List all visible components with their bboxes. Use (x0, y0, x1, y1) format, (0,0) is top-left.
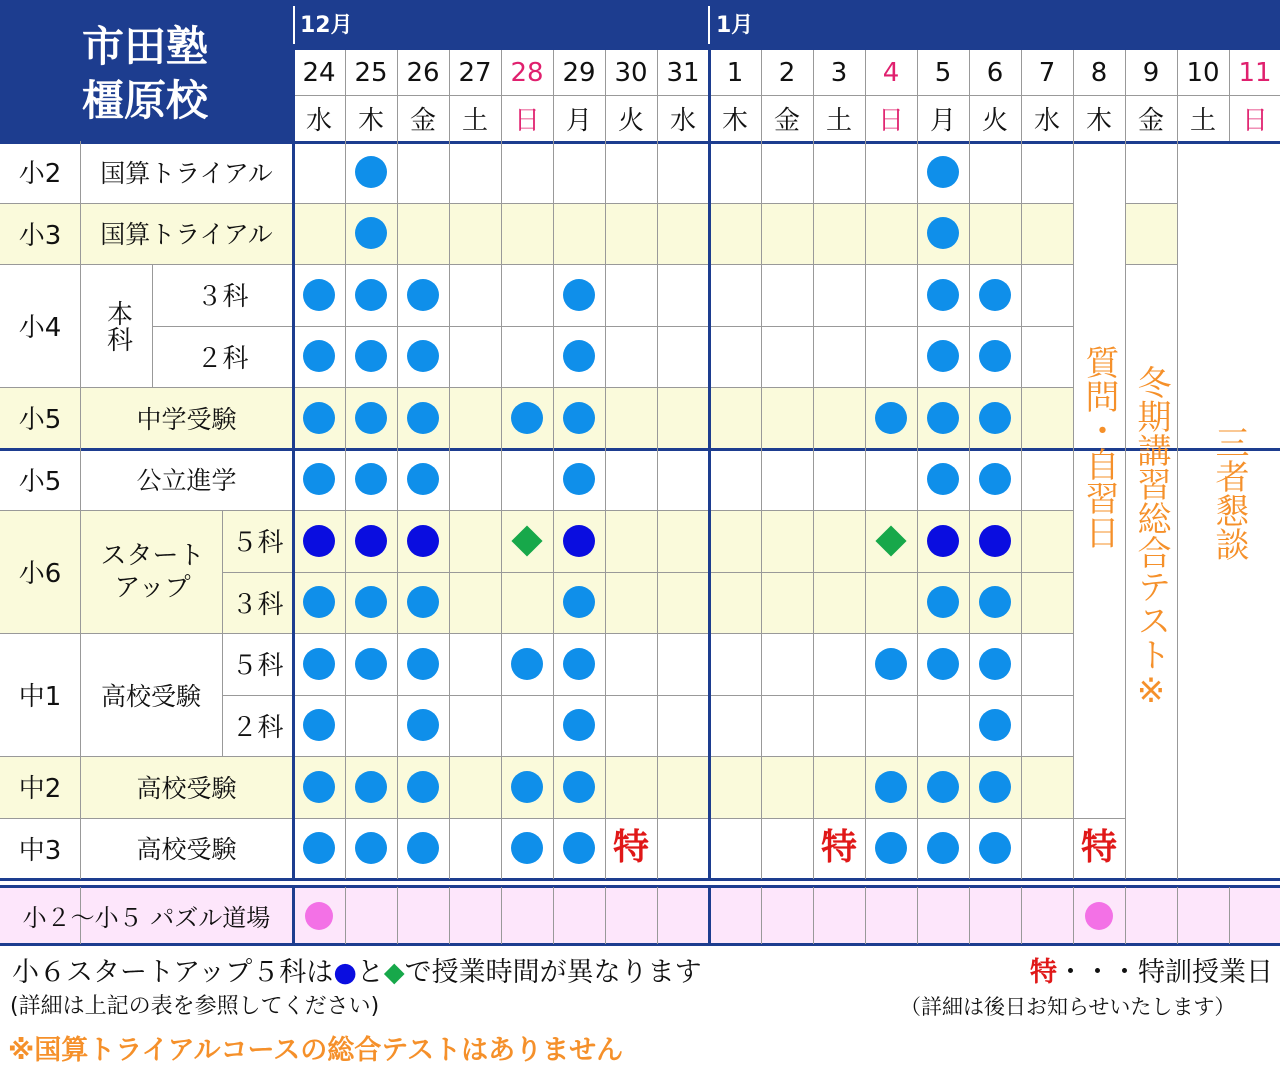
column-divider (657, 887, 658, 944)
class-session-dot (927, 832, 959, 864)
day-date: 4 (882, 57, 900, 88)
class-session-dot (407, 340, 439, 372)
grade-label: 小4 (18, 313, 62, 343)
grade-label: 小2 (18, 159, 62, 190)
class-session-dot (355, 340, 387, 372)
column-divider (969, 141, 970, 879)
column-divider (553, 887, 554, 944)
column-divider (553, 50, 554, 141)
class-session-dot (407, 648, 439, 680)
puzzle-row-label: 小２～小５ パズル道場 (22, 904, 271, 932)
class-session-dot (355, 586, 387, 618)
column-divider (1229, 50, 1230, 141)
row-divider (1125, 203, 1177, 204)
class-session-dot (875, 648, 907, 680)
footer-text-b: と (356, 957, 384, 988)
column-divider (397, 50, 398, 141)
column-divider (1021, 50, 1022, 141)
class-session-dot (303, 832, 335, 864)
puzzle-session-dot (305, 902, 333, 930)
column-divider (1125, 50, 1126, 141)
subject-count-label: ３科 (231, 589, 284, 620)
day-date: 9 (1142, 57, 1160, 88)
toku-legend-note: （詳細は後日お知らせいたします） (900, 995, 1236, 1019)
column-divider (501, 50, 502, 141)
study-day-label: 質問・自習日 (1079, 345, 1119, 549)
column-divider (605, 141, 606, 879)
class-session-dot (563, 832, 595, 864)
month-divider (708, 885, 711, 945)
course-label: 高校受験 (136, 773, 237, 803)
toku-legend-desc: ・・・特訓授業日 (1057, 957, 1273, 988)
subject-count-label: ５科 (231, 528, 284, 559)
day-weekday: 火 (981, 106, 1008, 136)
class-session-dot (407, 709, 439, 741)
class-session-dot (927, 279, 959, 311)
day-weekday: 木 (1085, 106, 1112, 136)
class-session-dot (563, 340, 595, 372)
column-divider (553, 141, 554, 879)
day-weekday: 金 (409, 106, 436, 136)
column-divider (865, 50, 866, 141)
class-session-dot (355, 525, 387, 557)
course-label: スタートアップ (100, 540, 205, 603)
row-divider (222, 572, 1073, 573)
subject-count-label: ２科 (196, 343, 249, 374)
toku-legend-symbol: 特 (1030, 957, 1057, 988)
class-session-dot (511, 648, 543, 680)
class-session-dot (979, 771, 1011, 803)
day-date: 10 (1186, 57, 1220, 88)
day-weekday: 土 (1189, 106, 1216, 136)
class-session-dot (979, 463, 1011, 495)
class-session-dot (875, 832, 907, 864)
class-session-dot (407, 771, 439, 803)
day-date: 29 (562, 57, 596, 88)
subject-count-label: ３科 (196, 282, 249, 313)
day-date: 28 (510, 57, 544, 88)
month-divider (708, 50, 711, 879)
test-column-yellow (1125, 203, 1177, 265)
month-marker-jan (708, 6, 710, 44)
grade-label: 小5 (18, 466, 62, 497)
row-divider (222, 695, 1073, 696)
day-date: 27 (458, 57, 492, 88)
class-session-dot (563, 279, 595, 311)
class-session-dot (303, 648, 335, 680)
row-divider (0, 510, 1073, 511)
column-divider (865, 141, 866, 879)
class-session-dot (979, 709, 1011, 741)
day-date: 8 (1090, 57, 1108, 88)
footer-dot-symbol: ● (333, 957, 357, 988)
column-divider (761, 50, 762, 141)
class-session-dot (407, 832, 439, 864)
class-session-dot (563, 771, 595, 803)
column-divider (397, 887, 398, 944)
class-session-dot (355, 402, 387, 434)
column-divider (969, 50, 970, 141)
column-divider (605, 887, 606, 944)
column-divider (813, 141, 814, 879)
class-session-dot (563, 586, 595, 618)
class-session-dot (927, 340, 959, 372)
column-divider (657, 141, 658, 879)
grade-label: 中2 (18, 774, 62, 805)
puzzle-session-dot (1085, 902, 1113, 930)
course-label: 本科 (102, 299, 133, 352)
column-divider (1229, 887, 1230, 944)
class-session-dot (303, 709, 335, 741)
toku-legend (1030, 955, 1273, 991)
day-weekday: 水 (669, 106, 696, 136)
day-date: 25 (354, 57, 388, 88)
day-weekday: 月 (565, 106, 592, 136)
day-weekday: 日 (513, 106, 540, 136)
column-divider (605, 50, 606, 141)
day-date: 26 (406, 57, 440, 88)
class-session-dot (407, 525, 439, 557)
class-session-dot (875, 771, 907, 803)
day-date: 3 (830, 57, 848, 88)
column-divider (917, 141, 918, 879)
class-session-dot (979, 402, 1011, 434)
class-session-dot (303, 279, 335, 311)
class-session-dot (303, 340, 335, 372)
column-divider (1125, 887, 1126, 944)
class-session-dot (511, 402, 543, 434)
course-label: 中学受験 (136, 404, 237, 434)
column-divider (969, 887, 970, 944)
class-session-dot (303, 402, 335, 434)
row-divider (1073, 818, 1125, 819)
class-session-dot (511, 771, 543, 803)
column-divider (1073, 141, 1074, 879)
class-session-dot (979, 279, 1011, 311)
grade-label: 小3 (18, 220, 62, 251)
class-session-dot (355, 771, 387, 803)
column-divider (761, 887, 762, 944)
footer-text-c: で授業時間が異なります (404, 957, 702, 988)
day-weekday: 木 (721, 106, 748, 136)
class-session-dot (303, 771, 335, 803)
month-label-dec: 12月 (300, 13, 353, 38)
column-divider (865, 887, 866, 944)
header-divider (293, 95, 1280, 96)
class-session-dot (979, 648, 1011, 680)
class-session-dot (563, 463, 595, 495)
month-label-jan: 1月 (716, 13, 754, 38)
day-weekday: 日 (1241, 106, 1268, 136)
day-weekday: 火 (617, 106, 644, 136)
column-divider (449, 50, 450, 141)
column-divider (345, 887, 346, 944)
subject-count-label: ５科 (231, 651, 284, 682)
class-session-dot (563, 525, 595, 557)
day-weekday: 土 (825, 106, 852, 136)
day-date: 2 (778, 57, 796, 88)
footer-diamond-symbol: ◆ (383, 957, 405, 988)
column-divider (449, 887, 450, 944)
class-session-dot (355, 832, 387, 864)
column-divider (345, 50, 346, 141)
course-label: 高校受験 (100, 681, 201, 711)
course-label: 高校受験 (136, 835, 237, 865)
column-divider (813, 50, 814, 141)
class-session-dot (927, 217, 959, 249)
class-session-dot (563, 402, 595, 434)
course-label: 国算トライアル (100, 220, 273, 250)
day-weekday: 金 (1137, 106, 1164, 136)
class-session-dot (927, 771, 959, 803)
day-weekday: 水 (1033, 106, 1060, 136)
day-date: 11 (1238, 57, 1272, 88)
winter-test-label: 冬期講習総合テスト※ (1131, 365, 1171, 711)
parent-conference-label: 三者懇談 (1209, 425, 1249, 561)
day-weekday: 水 (305, 106, 332, 136)
footer-note-line1 (12, 955, 702, 991)
column-divider (501, 887, 502, 944)
class-session-dot (875, 402, 907, 434)
column-divider (1021, 141, 1022, 879)
class-session-dot (355, 463, 387, 495)
school-name-line2: 橿原校 (81, 76, 208, 125)
column-divider (1021, 887, 1022, 944)
class-session-dot (407, 586, 439, 618)
day-date: 6 (986, 57, 1004, 88)
column-divider (1177, 50, 1178, 141)
class-session-dot (303, 525, 335, 557)
class-session-dot (355, 217, 387, 249)
day-weekday: 月 (929, 106, 956, 136)
trial-test-notice: ※国算トライアルコースの総合テストはありません (8, 1035, 624, 1066)
footer-note-line2: (詳細は上記の表を参照してください) (10, 994, 380, 1019)
column-divider (397, 141, 398, 879)
class-session-dot (355, 156, 387, 188)
class-session-dot (407, 463, 439, 495)
class-session-dot (927, 463, 959, 495)
class-session-dot (511, 832, 543, 864)
class-session-dot (927, 156, 959, 188)
column-divider (1073, 50, 1074, 141)
day-date: 24 (302, 57, 336, 88)
grade-label: 小6 (18, 559, 62, 589)
class-session-dot (979, 525, 1011, 557)
column-divider (501, 141, 502, 879)
footer-text-a: 小６スタートアップ５科は (12, 957, 334, 988)
class-session-dot (355, 648, 387, 680)
toku-marker: 特 (820, 827, 857, 869)
month-marker-dec (293, 6, 295, 44)
column-divider (1177, 141, 1178, 879)
class-session-dot (979, 586, 1011, 618)
column-divider (1177, 887, 1178, 944)
class-session-dot (563, 648, 595, 680)
class-session-dot (927, 402, 959, 434)
subject-count-label: ２科 (231, 712, 284, 743)
day-weekday: 木 (357, 106, 384, 136)
class-session-dot (355, 279, 387, 311)
column-divider (657, 50, 658, 141)
column-divider (1125, 141, 1126, 879)
grade-label: 小5 (18, 405, 62, 436)
column-divider (813, 887, 814, 944)
class-session-dot (407, 279, 439, 311)
class-session-dot (979, 340, 1011, 372)
class-session-dot (927, 586, 959, 618)
class-session-dot (979, 832, 1011, 864)
column-divider (917, 887, 918, 944)
row-divider (1125, 264, 1177, 265)
column-divider (761, 141, 762, 879)
day-date: 1 (726, 57, 744, 88)
day-date: 31 (666, 57, 700, 88)
day-date: 30 (614, 57, 648, 88)
column-divider (1073, 887, 1074, 944)
toku-marker: 特 (612, 827, 649, 869)
column-divider (345, 141, 346, 879)
class-session-dot (563, 709, 595, 741)
grade-label: 中1 (18, 682, 62, 712)
day-weekday: 土 (461, 106, 488, 136)
column-divider (449, 141, 450, 879)
school-name-line1: 市田塾 (81, 22, 208, 71)
class-session-dot (927, 648, 959, 680)
toku-marker: 特 (1080, 827, 1117, 869)
course-label: 公立進学 (136, 466, 237, 496)
column-divider (917, 50, 918, 141)
day-weekday: 日 (877, 106, 904, 136)
grade-label: 中3 (18, 835, 62, 866)
day-weekday: 金 (773, 106, 800, 136)
day-date: 5 (934, 57, 952, 88)
class-session-dot (303, 586, 335, 618)
course-label: 国算トライアル (100, 158, 273, 188)
class-session-dot (303, 463, 335, 495)
day-date: 7 (1038, 57, 1056, 88)
class-session-dot (927, 525, 959, 557)
class-session-dot (407, 402, 439, 434)
